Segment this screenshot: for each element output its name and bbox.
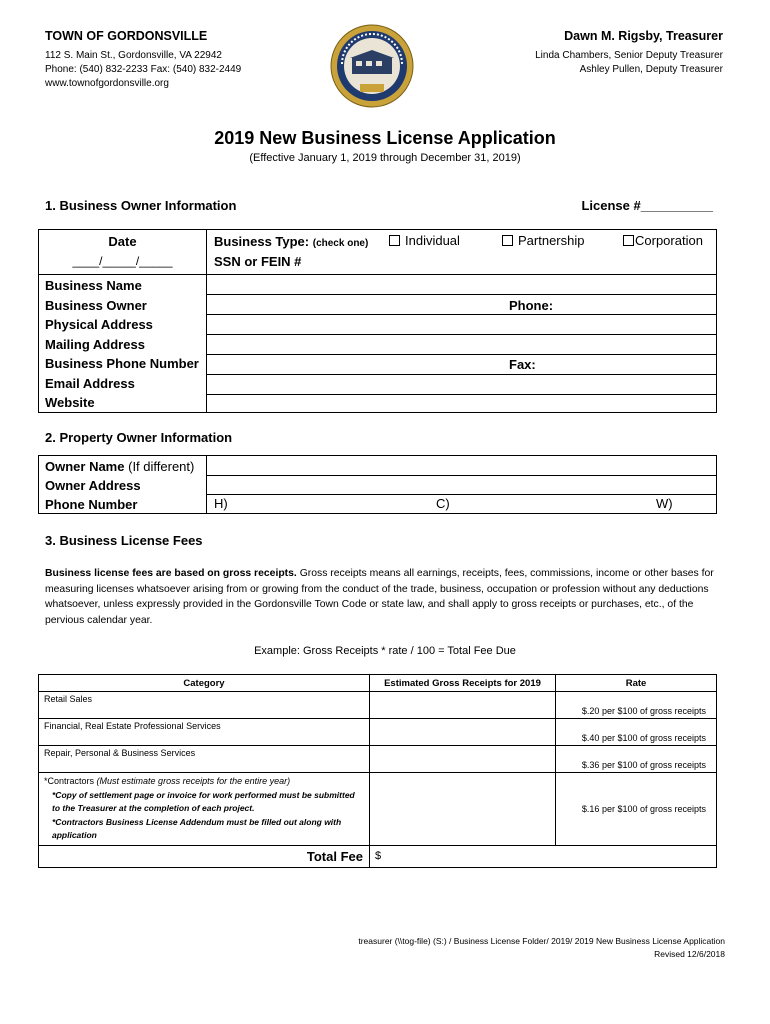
option-partnership[interactable] <box>502 233 584 248</box>
owner-name-label <box>45 457 194 476</box>
business-fields-labels <box>45 276 199 413</box>
town-name: TOWN OF GORDONSVILLE <box>45 29 208 43</box>
ssn-fein-label: SSN or FEIN # <box>214 254 302 269</box>
treasurer-name: Dawn M. Rigsby, Treasurer <box>564 29 723 43</box>
fees-paragraph-bold: Business license fees are based on gross receipts. <box>45 568 297 579</box>
receipts-input[interactable] <box>370 746 556 773</box>
owner-name-note: (If different) <box>128 459 195 474</box>
business-owner-table <box>38 229 717 413</box>
work-phone-label: W) <box>656 496 673 511</box>
contractors-label: *Contractors <box>44 776 95 786</box>
table-row <box>39 692 717 719</box>
section2-heading: 2. Property Owner Information <box>45 430 233 445</box>
contractors-note: (Must estimate gross receipts for the entire year) <box>96 776 291 786</box>
deputy: Ashley Pullen, Deputy Treasurer <box>579 64 723 75</box>
footer <box>358 935 725 961</box>
fee-example: Example: Gross Receipts * rate / 100 = Total Fee Due <box>254 645 516 657</box>
col-category: Category <box>39 675 370 692</box>
check-one-note: (check one) <box>312 238 369 249</box>
owner-address-label: Owner Address <box>45 478 141 493</box>
owner-phone-label: Phone Number <box>45 497 138 512</box>
contractors-line3: *Contractors Business License Addendum must be filled out along with application <box>52 816 342 840</box>
receipts-input[interactable] <box>370 719 556 746</box>
treasurer-header <box>535 29 723 77</box>
town-website: www.townofgordonsville.org <box>45 78 169 89</box>
col-receipts: Estimated Gross Receipts for 2019 <box>370 675 556 692</box>
field-label: Business Name <box>45 278 142 293</box>
fees-table <box>38 674 717 868</box>
rate-cell: $.40 per $100 of gross receipts <box>556 719 717 746</box>
form-subtitle: (Effective January 1, 2019 through December 31, 2019) <box>249 152 521 164</box>
option-individual[interactable] <box>389 233 460 248</box>
table-row <box>39 719 717 746</box>
field-label: Physical Address <box>45 317 153 332</box>
category-cell: Repair, Personal & Business Services <box>39 746 370 773</box>
contractors-line1 <box>44 775 364 789</box>
contractors-line2: *Copy of settlement page or invoice for work performed must be submitted to the Treasurer at the completion of each project. <box>52 789 355 813</box>
total-row <box>39 845 717 867</box>
receipts-input[interactable] <box>370 692 556 719</box>
checkbox-icon[interactable] <box>389 235 400 246</box>
category-cell: Retail Sales <box>39 692 370 719</box>
field-label: Website <box>45 395 95 410</box>
business-type-label <box>214 232 368 254</box>
section1-heading: 1. Business Owner Information <box>45 198 237 213</box>
table-row-contractors <box>39 773 717 846</box>
total-fee-label: Total Fee <box>39 845 370 867</box>
dollar-sign: $ <box>375 850 382 862</box>
fax-label: Fax: <box>509 357 536 372</box>
home-phone-label: H) <box>214 496 228 511</box>
field-label: Email Address <box>45 375 135 391</box>
checkbox-icon[interactable] <box>623 235 634 246</box>
footer-revised: Revised 12/6/2018 <box>654 949 725 959</box>
field-label: Business Phone Number <box>45 356 199 371</box>
fees-paragraph-text: Gross receipts means all earnings, receipts, fees, commissions, income or other bases for measuring licenses whatsoever arising from or growing from the conduct of the trade, business, occupation or profession without any deductions whatsoever, unless expressly provided in the Gordonsville Town Code or state law, and shall apply to gross receipts or purchases, etc., of the pervious calendar year. <box>45 568 714 626</box>
rate-cell: $.36 per $100 of gross receipts <box>556 746 717 773</box>
section3-heading: 3. Business License Fees <box>45 533 203 548</box>
rate-cell: $.16 per $100 of gross receipts <box>556 773 717 846</box>
col-rate: Rate <box>556 675 717 692</box>
license-number-field[interactable]: License #__________ <box>581 198 713 213</box>
total-fee-input[interactable] <box>370 845 717 867</box>
footer-path: treasurer (\\tog-file) (S:) / Business License Folder/ 2019/ 2019 New Business License Application <box>358 936 725 946</box>
form-title: 2019 New Business License Application <box>214 128 556 148</box>
checkbox-icon[interactable] <box>502 235 513 246</box>
town-phone-fax: Phone: (540) 832-2233 Fax: (540) 832-2449 <box>45 64 242 75</box>
field-label: Mailing Address <box>45 336 145 352</box>
business-type-text: Business Type: <box>214 234 310 249</box>
option-corporation-label: Corporation <box>635 233 703 248</box>
town-address: 112 S. Main St., Gordonsville, VA 22942 <box>45 50 222 61</box>
table-row <box>39 746 717 773</box>
date-field[interactable]: ____/_____/_____ <box>72 254 173 268</box>
town-seal-logo <box>330 24 414 108</box>
cell-phone-label: C) <box>436 496 450 511</box>
field-label: Business Owner <box>45 297 147 313</box>
option-individual-label: Individual <box>405 233 460 248</box>
phone-label: Phone: <box>509 298 554 313</box>
fees-paragraph <box>45 566 725 628</box>
rate-cell: $.20 per $100 of gross receipts <box>556 692 717 719</box>
option-corporation[interactable] <box>623 233 703 248</box>
owner-name-text: Owner Name <box>45 459 125 474</box>
property-owner-table <box>38 455 717 514</box>
category-cell: Financial, Real Estate Professional Services <box>39 719 370 746</box>
receipts-input[interactable] <box>370 773 556 846</box>
town-header <box>45 29 241 91</box>
contractors-cell <box>39 773 370 846</box>
date-label: Date <box>108 234 137 249</box>
option-partnership-label: Partnership <box>518 233 585 248</box>
senior-deputy: Linda Chambers, Senior Deputy Treasurer <box>535 50 723 61</box>
